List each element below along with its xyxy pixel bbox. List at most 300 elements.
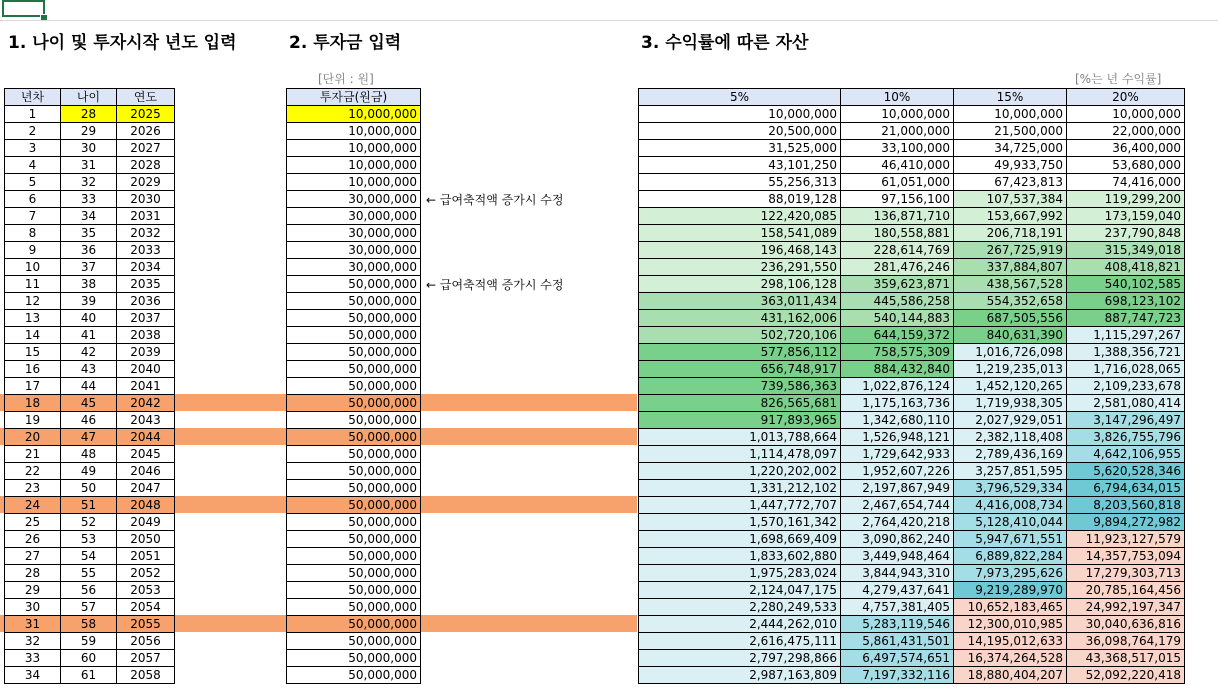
year-cell[interactable]: 2025 <box>117 106 175 123</box>
principal-cell[interactable]: 10,000,000 <box>287 157 421 174</box>
age-cell[interactable]: 56 <box>61 582 117 599</box>
age-cell[interactable]: 37 <box>61 259 117 276</box>
asset-cell-15[interactable]: 3,796,529,334 <box>954 480 1067 497</box>
principal-cell[interactable]: 50,000,000 <box>287 633 421 650</box>
year-cell[interactable]: 2048 <box>117 497 175 514</box>
asset-cell-20[interactable]: 30,040,636,816 <box>1067 616 1185 633</box>
asset-cell-15[interactable]: 1,452,120,265 <box>954 378 1067 395</box>
asset-cell-5[interactable]: 2,280,249,533 <box>639 599 841 616</box>
asset-cell-20[interactable]: 540,102,585 <box>1067 276 1185 293</box>
asset-cell-15[interactable]: 438,567,528 <box>954 276 1067 293</box>
asset-cell-15[interactable]: 49,933,750 <box>954 157 1067 174</box>
principal-cell[interactable]: 50,000,000 <box>287 446 421 463</box>
asset-cell-20[interactable]: 9,894,272,982 <box>1067 514 1185 531</box>
principal-cell[interactable]: 10,000,000 <box>287 174 421 191</box>
age-cell[interactable]: 42 <box>61 344 117 361</box>
age-cell[interactable]: 45 <box>61 395 117 412</box>
asset-cell-5[interactable]: 43,101,250 <box>639 157 841 174</box>
asset-cell-5[interactable]: 2,444,262,010 <box>639 616 841 633</box>
asset-cell-15[interactable]: 34,725,000 <box>954 140 1067 157</box>
year-index-cell[interactable]: 30 <box>5 599 61 616</box>
asset-cell-5[interactable]: 236,291,550 <box>639 259 841 276</box>
year-index-cell[interactable]: 34 <box>5 667 61 684</box>
asset-cell-20[interactable]: 11,923,127,579 <box>1067 531 1185 548</box>
asset-cell-20[interactable]: 53,680,000 <box>1067 157 1185 174</box>
asset-cell-20[interactable]: 6,794,634,015 <box>1067 480 1185 497</box>
asset-cell-10[interactable]: 1,729,642,933 <box>841 446 954 463</box>
asset-cell-20[interactable]: 8,203,560,818 <box>1067 497 1185 514</box>
table-row <box>5 225 175 242</box>
year-cell[interactable]: 2050 <box>117 531 175 548</box>
asset-cell-5[interactable]: 55,256,313 <box>639 174 841 191</box>
age-cell[interactable]: 47 <box>61 429 117 446</box>
asset-cell-10[interactable]: 6,497,574,651 <box>841 650 954 667</box>
year-index-cell[interactable]: 16 <box>5 361 61 378</box>
year-index-cell[interactable]: 28 <box>5 565 61 582</box>
age-cell[interactable]: 61 <box>61 667 117 684</box>
asset-cell-5[interactable]: 1,570,161,342 <box>639 514 841 531</box>
year-index-cell[interactable]: 1 <box>5 106 61 123</box>
asset-cell-20[interactable]: 408,418,821 <box>1067 259 1185 276</box>
principal-cell[interactable]: 50,000,000 <box>287 565 421 582</box>
table-row <box>287 208 421 225</box>
asset-cell-20[interactable]: 14,357,753,094 <box>1067 548 1185 565</box>
age-cell[interactable]: 50 <box>61 480 117 497</box>
asset-cell-10[interactable]: 281,476,246 <box>841 259 954 276</box>
asset-cell-5[interactable]: 1,220,202,002 <box>639 463 841 480</box>
principal-cell[interactable]: 50,000,000 <box>287 667 421 684</box>
principal-cell[interactable]: 50,000,000 <box>287 480 421 497</box>
principal-cell[interactable]: 50,000,000 <box>287 378 421 395</box>
age-cell[interactable]: 31 <box>61 157 117 174</box>
asset-cell-10[interactable]: 5,861,431,501 <box>841 633 954 650</box>
asset-cell-10[interactable]: 21,000,000 <box>841 123 954 140</box>
table-row <box>5 531 175 548</box>
asset-cell-10[interactable]: 540,144,883 <box>841 310 954 327</box>
table-row <box>639 276 1185 293</box>
year-index-cell[interactable]: 14 <box>5 327 61 344</box>
year-cell[interactable]: 2057 <box>117 650 175 667</box>
year-index-cell[interactable]: 4 <box>5 157 61 174</box>
selected-cell[interactable] <box>2 0 45 17</box>
table-row <box>287 361 421 378</box>
asset-cell-20[interactable]: 43,368,517,015 <box>1067 650 1185 667</box>
asset-cell-20[interactable]: 698,123,102 <box>1067 293 1185 310</box>
principal-cell[interactable]: 50,000,000 <box>287 497 421 514</box>
asset-cell-5[interactable]: 577,856,112 <box>639 344 841 361</box>
year-index-cell[interactable]: 31 <box>5 616 61 633</box>
year-index-cell[interactable]: 11 <box>5 276 61 293</box>
year-index-cell[interactable]: 27 <box>5 548 61 565</box>
asset-cell-20[interactable]: 74,416,000 <box>1067 174 1185 191</box>
asset-cell-5[interactable]: 1,975,283,024 <box>639 565 841 582</box>
asset-cell-5[interactable]: 10,000,000 <box>639 106 841 123</box>
year-cell[interactable]: 2056 <box>117 633 175 650</box>
principal-cell[interactable]: 10,000,000 <box>287 140 421 157</box>
year-cell[interactable]: 2054 <box>117 599 175 616</box>
asset-cell-5[interactable]: 2,124,047,175 <box>639 582 841 599</box>
asset-cell-10[interactable]: 33,100,000 <box>841 140 954 157</box>
asset-cell-20[interactable]: 173,159,040 <box>1067 208 1185 225</box>
principal-cell[interactable]: 50,000,000 <box>287 412 421 429</box>
asset-cell-20[interactable]: 17,279,303,713 <box>1067 565 1185 582</box>
asset-cell-15[interactable]: 107,537,384 <box>954 191 1067 208</box>
asset-cell-10[interactable]: 359,623,871 <box>841 276 954 293</box>
asset-cell-10[interactable]: 1,342,680,110 <box>841 412 954 429</box>
asset-cell-15[interactable]: 3,257,851,595 <box>954 463 1067 480</box>
principal-cell[interactable]: 50,000,000 <box>287 344 421 361</box>
table-row <box>287 378 421 395</box>
year-index-cell[interactable]: 17 <box>5 378 61 395</box>
age-cell[interactable]: 34 <box>61 208 117 225</box>
year-cell[interactable]: 2043 <box>117 412 175 429</box>
year-index-cell[interactable]: 12 <box>5 293 61 310</box>
asset-cell-15[interactable]: 5,947,671,551 <box>954 531 1067 548</box>
principal-cell[interactable]: 50,000,000 <box>287 463 421 480</box>
year-index-cell[interactable]: 7 <box>5 208 61 225</box>
asset-cell-20[interactable]: 3,147,296,497 <box>1067 412 1185 429</box>
age-cell[interactable]: 35 <box>61 225 117 242</box>
asset-cell-5[interactable]: 88,019,128 <box>639 191 841 208</box>
asset-cell-10[interactable]: 4,757,381,405 <box>841 599 954 616</box>
asset-cell-5[interactable]: 917,893,965 <box>639 412 841 429</box>
year-index-cell[interactable]: 23 <box>5 480 61 497</box>
asset-cell-5[interactable]: 1,698,669,409 <box>639 531 841 548</box>
age-cell[interactable]: 55 <box>61 565 117 582</box>
asset-cell-20[interactable]: 22,000,000 <box>1067 123 1185 140</box>
asset-cell-5[interactable]: 431,162,006 <box>639 310 841 327</box>
asset-cell-15[interactable]: 2,027,929,051 <box>954 412 1067 429</box>
table-row <box>5 378 175 395</box>
asset-cell-15[interactable]: 9,219,289,970 <box>954 582 1067 599</box>
table-row <box>639 259 1185 276</box>
year-cell[interactable]: 2040 <box>117 361 175 378</box>
principal-cell[interactable]: 50,000,000 <box>287 310 421 327</box>
asset-cell-15[interactable]: 2,382,118,408 <box>954 429 1067 446</box>
year-index-cell[interactable]: 9 <box>5 242 61 259</box>
asset-cell-20[interactable]: 36,098,764,179 <box>1067 633 1185 650</box>
year-cell[interactable]: 2038 <box>117 327 175 344</box>
year-index-cell[interactable]: 21 <box>5 446 61 463</box>
year-index-cell[interactable]: 10 <box>5 259 61 276</box>
asset-cell-20[interactable]: 5,620,528,346 <box>1067 463 1185 480</box>
year-cell[interactable]: 2042 <box>117 395 175 412</box>
asset-cell-15[interactable]: 10,000,000 <box>954 106 1067 123</box>
asset-cell-10[interactable]: 1,952,607,226 <box>841 463 954 480</box>
asset-cell-15[interactable]: 21,500,000 <box>954 123 1067 140</box>
asset-cell-10[interactable]: 3,449,948,464 <box>841 548 954 565</box>
year-cell[interactable]: 2051 <box>117 548 175 565</box>
table-row <box>287 242 421 259</box>
asset-cell-15[interactable]: 7,973,295,626 <box>954 565 1067 582</box>
asset-cell-20[interactable]: 119,299,200 <box>1067 191 1185 208</box>
age-cell[interactable]: 30 <box>61 140 117 157</box>
principal-cell[interactable]: 50,000,000 <box>287 276 421 293</box>
asset-cell-5[interactable]: 31,525,000 <box>639 140 841 157</box>
asset-cell-20[interactable]: 315,349,018 <box>1067 242 1185 259</box>
age-cell[interactable]: 53 <box>61 531 117 548</box>
year-cell[interactable]: 2035 <box>117 276 175 293</box>
year-cell[interactable]: 2029 <box>117 174 175 191</box>
year-index-cell[interactable]: 6 <box>5 191 61 208</box>
year-cell[interactable]: 2046 <box>117 463 175 480</box>
asset-cell-10[interactable]: 3,090,862,240 <box>841 531 954 548</box>
principal-cell[interactable]: 50,000,000 <box>287 361 421 378</box>
year-index-cell[interactable]: 24 <box>5 497 61 514</box>
age-cell[interactable]: 52 <box>61 514 117 531</box>
year-index-cell[interactable]: 15 <box>5 344 61 361</box>
asset-cell-5[interactable]: 158,541,089 <box>639 225 841 242</box>
year-cell[interactable]: 2041 <box>117 378 175 395</box>
age-cell[interactable]: 48 <box>61 446 117 463</box>
table-row <box>287 667 421 684</box>
age-cell[interactable]: 60 <box>61 650 117 667</box>
asset-cell-15[interactable]: 16,374,264,528 <box>954 650 1067 667</box>
age-cell[interactable]: 38 <box>61 276 117 293</box>
year-index-cell[interactable]: 26 <box>5 531 61 548</box>
asset-cell-15[interactable]: 337,884,807 <box>954 259 1067 276</box>
asset-cell-5[interactable]: 20,500,000 <box>639 123 841 140</box>
asset-cell-5[interactable]: 1,114,478,097 <box>639 446 841 463</box>
age-cell[interactable]: 59 <box>61 633 117 650</box>
year-cell[interactable]: 2032 <box>117 225 175 242</box>
age-cell[interactable]: 49 <box>61 463 117 480</box>
asset-cell-15[interactable]: 840,631,390 <box>954 327 1067 344</box>
asset-cell-5[interactable]: 656,748,917 <box>639 361 841 378</box>
principal-cell[interactable]: 50,000,000 <box>287 548 421 565</box>
age-cell[interactable]: 29 <box>61 123 117 140</box>
asset-cell-10[interactable]: 3,844,943,310 <box>841 565 954 582</box>
age-cell[interactable]: 43 <box>61 361 117 378</box>
asset-cell-15[interactable]: 554,352,658 <box>954 293 1067 310</box>
asset-cell-15[interactable]: 18,880,404,207 <box>954 667 1067 684</box>
table-row <box>287 140 421 157</box>
asset-cell-20[interactable]: 2,581,080,414 <box>1067 395 1185 412</box>
table-row <box>5 395 175 412</box>
principal-cell[interactable]: 50,000,000 <box>287 599 421 616</box>
year-cell[interactable]: 2037 <box>117 310 175 327</box>
asset-cell-15[interactable]: 153,667,992 <box>954 208 1067 225</box>
asset-cell-15[interactable]: 5,128,410,044 <box>954 514 1067 531</box>
age-cell[interactable]: 32 <box>61 174 117 191</box>
principal-cell[interactable]: 50,000,000 <box>287 531 421 548</box>
principal-cell[interactable]: 30,000,000 <box>287 208 421 225</box>
asset-cell-5[interactable]: 1,447,772,707 <box>639 497 841 514</box>
asset-cell-10[interactable]: 180,558,881 <box>841 225 954 242</box>
principal-cell[interactable]: 50,000,000 <box>287 293 421 310</box>
year-index-cell[interactable]: 22 <box>5 463 61 480</box>
asset-cell-5[interactable]: 826,565,681 <box>639 395 841 412</box>
year-index-cell[interactable]: 20 <box>5 429 61 446</box>
table-row <box>287 429 421 446</box>
asset-cell-5[interactable]: 1,833,602,880 <box>639 548 841 565</box>
asset-cell-15[interactable]: 1,719,938,305 <box>954 395 1067 412</box>
asset-cell-5[interactable]: 298,106,128 <box>639 276 841 293</box>
principal-cell[interactable]: 50,000,000 <box>287 616 421 633</box>
age-cell[interactable]: 57 <box>61 599 117 616</box>
table-row <box>287 548 421 565</box>
asset-cell-15[interactable]: 687,505,556 <box>954 310 1067 327</box>
asset-cell-15[interactable]: 1,016,726,098 <box>954 344 1067 361</box>
principal-cell[interactable]: 50,000,000 <box>287 650 421 667</box>
asset-cell-10[interactable]: 7,197,332,116 <box>841 667 954 684</box>
asset-cell-20[interactable]: 24,992,197,347 <box>1067 599 1185 616</box>
table-row <box>639 242 1185 259</box>
asset-cell-5[interactable]: 196,468,143 <box>639 242 841 259</box>
year-index-cell[interactable]: 32 <box>5 633 61 650</box>
asset-cell-5[interactable]: 2,987,163,809 <box>639 667 841 684</box>
asset-cell-20[interactable]: 887,747,723 <box>1067 310 1185 327</box>
table-row <box>5 174 175 191</box>
age-cell[interactable]: 54 <box>61 548 117 565</box>
year-cell[interactable]: 2052 <box>117 565 175 582</box>
table-row <box>287 514 421 531</box>
year-index-cell[interactable]: 18 <box>5 395 61 412</box>
year-cell[interactable]: 2053 <box>117 582 175 599</box>
principal-cell[interactable]: 30,000,000 <box>287 259 421 276</box>
year-cell[interactable]: 2047 <box>117 480 175 497</box>
year-index-cell[interactable]: 29 <box>5 582 61 599</box>
principal-cell[interactable]: 30,000,000 <box>287 191 421 208</box>
year-cell[interactable]: 2030 <box>117 191 175 208</box>
table-row <box>639 480 1185 497</box>
asset-cell-5[interactable]: 122,420,085 <box>639 208 841 225</box>
asset-cell-15[interactable]: 267,725,919 <box>954 242 1067 259</box>
asset-cell-5[interactable]: 1,331,212,102 <box>639 480 841 497</box>
year-cell[interactable]: 2027 <box>117 140 175 157</box>
table-row <box>5 582 175 599</box>
year-index-cell[interactable]: 3 <box>5 140 61 157</box>
year-cell[interactable]: 2058 <box>117 667 175 684</box>
table-row <box>5 616 175 633</box>
asset-cell-10[interactable]: 4,279,437,641 <box>841 582 954 599</box>
asset-cell-10[interactable]: 2,764,420,218 <box>841 514 954 531</box>
age-cell[interactable]: 28 <box>61 106 117 123</box>
year-index-cell[interactable]: 19 <box>5 412 61 429</box>
year-cell[interactable]: 2045 <box>117 446 175 463</box>
asset-cell-20[interactable]: 2,109,233,678 <box>1067 378 1185 395</box>
year-cell[interactable]: 2033 <box>117 242 175 259</box>
principal-cell[interactable]: 50,000,000 <box>287 582 421 599</box>
asset-cell-10[interactable]: 136,871,710 <box>841 208 954 225</box>
asset-cell-15[interactable]: 4,416,008,734 <box>954 497 1067 514</box>
asset-cell-15[interactable]: 1,219,235,013 <box>954 361 1067 378</box>
year-index-cell[interactable]: 25 <box>5 514 61 531</box>
year-cell[interactable]: 2039 <box>117 344 175 361</box>
asset-cell-20[interactable]: 20,785,164,456 <box>1067 582 1185 599</box>
principal-cell[interactable]: 50,000,000 <box>287 429 421 446</box>
asset-cell-10[interactable]: 758,575,309 <box>841 344 954 361</box>
asset-cell-20[interactable]: 4,642,106,955 <box>1067 446 1185 463</box>
principal-cell[interactable]: 50,000,000 <box>287 395 421 412</box>
table-row <box>639 395 1185 412</box>
asset-cell-10[interactable]: 1,175,163,736 <box>841 395 954 412</box>
year-cell[interactable]: 2044 <box>117 429 175 446</box>
principal-cell[interactable]: 30,000,000 <box>287 225 421 242</box>
asset-cell-5[interactable]: 1,013,788,664 <box>639 429 841 446</box>
principal-cell[interactable]: 50,000,000 <box>287 514 421 531</box>
age-cell[interactable]: 33 <box>61 191 117 208</box>
table-row <box>639 463 1185 480</box>
age-cell[interactable]: 51 <box>61 497 117 514</box>
asset-cell-5[interactable]: 739,586,363 <box>639 378 841 395</box>
asset-cell-10[interactable]: 1,526,948,121 <box>841 429 954 446</box>
age-cell[interactable]: 46 <box>61 412 117 429</box>
age-cell[interactable]: 44 <box>61 378 117 395</box>
principal-cell[interactable]: 10,000,000 <box>287 106 421 123</box>
year-index-cell[interactable]: 5 <box>5 174 61 191</box>
table-row <box>639 208 1185 225</box>
asset-cell-10[interactable]: 884,432,840 <box>841 361 954 378</box>
age-cell[interactable]: 36 <box>61 242 117 259</box>
asset-cell-20[interactable]: 10,000,000 <box>1067 106 1185 123</box>
asset-cell-15[interactable]: 6,889,822,284 <box>954 548 1067 565</box>
asset-cell-10[interactable]: 10,000,000 <box>841 106 954 123</box>
year-index-cell[interactable]: 8 <box>5 225 61 242</box>
table-row <box>639 157 1185 174</box>
asset-cell-15[interactable]: 2,789,436,169 <box>954 446 1067 463</box>
year-cell[interactable]: 2031 <box>117 208 175 225</box>
asset-cell-15[interactable]: 206,718,191 <box>954 225 1067 242</box>
asset-cell-5[interactable]: 2,797,298,866 <box>639 650 841 667</box>
asset-cell-10[interactable]: 1,022,876,124 <box>841 378 954 395</box>
asset-cell-5[interactable]: 502,720,106 <box>639 327 841 344</box>
asset-cell-5[interactable]: 2,616,475,111 <box>639 633 841 650</box>
principal-cell[interactable]: 50,000,000 <box>287 327 421 344</box>
asset-cell-5[interactable]: 363,011,434 <box>639 293 841 310</box>
year-index-cell[interactable]: 2 <box>5 123 61 140</box>
asset-cell-15[interactable]: 14,195,012,633 <box>954 633 1067 650</box>
asset-cell-10[interactable]: 228,614,769 <box>841 242 954 259</box>
table-row <box>287 650 421 667</box>
asset-cell-10[interactable]: 5,283,119,546 <box>841 616 954 633</box>
year-cell[interactable]: 2028 <box>117 157 175 174</box>
asset-cell-10[interactable]: 46,410,000 <box>841 157 954 174</box>
principal-cell[interactable]: 30,000,000 <box>287 242 421 259</box>
year-index-cell[interactable]: 33 <box>5 650 61 667</box>
asset-cell-10[interactable]: 2,197,867,949 <box>841 480 954 497</box>
year-cell[interactable]: 2055 <box>117 616 175 633</box>
table-row <box>639 327 1185 344</box>
asset-cell-15[interactable]: 67,423,813 <box>954 174 1067 191</box>
asset-cell-15[interactable]: 12,300,010,985 <box>954 616 1067 633</box>
year-cell[interactable]: 2034 <box>117 259 175 276</box>
asset-cell-10[interactable]: 644,159,372 <box>841 327 954 344</box>
asset-cell-10[interactable]: 97,156,100 <box>841 191 954 208</box>
asset-cell-20[interactable]: 36,400,000 <box>1067 140 1185 157</box>
asset-cell-20[interactable]: 237,790,848 <box>1067 225 1185 242</box>
year-cell[interactable]: 2049 <box>117 514 175 531</box>
asset-cell-10[interactable]: 2,467,654,744 <box>841 497 954 514</box>
asset-cell-20[interactable]: 1,716,028,065 <box>1067 361 1185 378</box>
year-cell[interactable]: 2026 <box>117 123 175 140</box>
asset-cell-20[interactable]: 52,092,220,418 <box>1067 667 1185 684</box>
asset-cell-10[interactable]: 61,051,000 <box>841 174 954 191</box>
table-row <box>287 344 421 361</box>
age-cell[interactable]: 39 <box>61 293 117 310</box>
age-cell[interactable]: 58 <box>61 616 117 633</box>
age-cell[interactable]: 41 <box>61 327 117 344</box>
asset-cell-10[interactable]: 445,586,258 <box>841 293 954 310</box>
asset-cell-20[interactable]: 3,826,755,796 <box>1067 429 1185 446</box>
year-index-cell[interactable]: 13 <box>5 310 61 327</box>
asset-cell-15[interactable]: 10,652,183,465 <box>954 599 1067 616</box>
asset-cell-20[interactable]: 1,388,356,721 <box>1067 344 1185 361</box>
age-cell[interactable]: 40 <box>61 310 117 327</box>
principal-cell[interactable]: 10,000,000 <box>287 123 421 140</box>
asset-cell-20[interactable]: 1,115,297,267 <box>1067 327 1185 344</box>
year-cell[interactable]: 2036 <box>117 293 175 310</box>
